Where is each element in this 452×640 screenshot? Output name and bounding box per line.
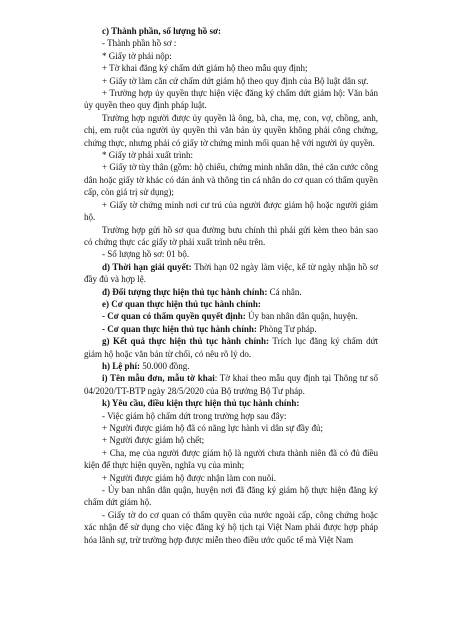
section-c-subtitle: - Thành phần hồ sơ : bbox=[102, 38, 177, 49]
must-submit-heading: * Giấy tờ phải nộp: bbox=[102, 50, 172, 61]
section-k-1a: + Người được giám hộ đã có năng lực hành vi dân sự đầy đủ; bbox=[102, 423, 324, 433]
submit-item-3: + Trường hợp ủy quyền thực hiện việc đăng ký chấm dứt giám hộ: Văn bản ủy quyền theo quy định pháp luật. bbox=[84, 88, 378, 111]
section-e-title: e) Cơ quan thực hiện thủ tục hành chính: bbox=[102, 298, 261, 309]
show-item-1: + Giấy tờ tùy thân (gồm: hộ chiếu, chứng minh nhân dân, thẻ căn cước công dân hoặc giấy tờ khác có dán ảnh và thông tin cá nhân do cơ quan có thẩm quyền cấp, còn giá trị sử dụng); bbox=[84, 162, 378, 198]
section-k-1c: + Cha, mẹ của người được giám hộ là người chưa thành niên đã có đủ điều kiện để thực hiện quyền, nghĩa vụ của mình; bbox=[84, 447, 378, 471]
must-show-heading: * Giấy tờ phải xuất trình: bbox=[102, 150, 193, 161]
section-dd: đ) Đối tượng thực hiện thủ tục hành chính: Cá nhân. bbox=[102, 286, 302, 297]
section-k-1d: + Người được giám hộ được nhận làm con nuôi. bbox=[102, 472, 276, 483]
section-k-2: - Ủy ban nhân dân quận, huyện nơi đã đăng ký giám hộ thực hiện đăng ký chấm dứt giám hộ. bbox=[84, 485, 378, 508]
section-e-1: - Cơ quan có thẩm quyền quyết định: Ủy ban nhân dân quận, huyện. bbox=[102, 311, 358, 322]
document-count: - Số lượng hồ sơ: 01 bộ. bbox=[102, 249, 190, 260]
section-c-title: c) Thành phần, số lượng hồ sơ: bbox=[102, 26, 221, 36]
section-k-1: - Việc giám hộ chấm dứt trong trường hợp sau đây: bbox=[102, 410, 287, 421]
section-g: g) Kết quả thực hiện thủ tục hành chính: Trích lục đăng ký chấm dứt giám hộ hoặc văn bản từ chối, có nêu rõ lý do. bbox=[84, 336, 378, 359]
document-page bbox=[84, 25, 378, 546]
postal-paragraph: Trường hợp gửi hồ sơ qua đường bưu chính thì phải gửi kèm theo bản sao có chứng thực các giấy tờ phải xuất trình nêu trên. bbox=[84, 224, 378, 247]
section-k-title: k) Yêu cầu, điều kiện thực hiện thủ tục hành chính: bbox=[102, 398, 300, 409]
section-e-2: - Cơ quan thực hiện thủ tục hành chính: Phòng Tư pháp. bbox=[102, 323, 317, 334]
submit-item-2: + Giấy tờ làm căn cứ chấm dứt giám hộ theo quy định của Bộ luật dân sự. bbox=[102, 75, 369, 86]
section-i: i) Tên mẫu đơn, mẫu tờ khai: Tờ khai theo mẫu quy định tại Thông tư số 04/2020/TT-BTP ngày 28/5/2020 của Bộ trưởng Bộ Tư pháp. bbox=[84, 373, 378, 396]
show-item-2: + Giấy tờ chứng minh nơi cư trú của người được giám hộ hoặc người giám hộ. bbox=[84, 199, 378, 223]
section-h: h) Lệ phí: 50.000 đồng. bbox=[102, 360, 190, 371]
section-d: d) Thời hạn giải quyết: Thời hạn 02 ngày làm việc, kể từ ngày nhận hồ sơ đầy đủ và hợp lệ. bbox=[84, 261, 379, 285]
submit-item-1: + Tờ khai đăng ký chấm dứt giám hộ theo mẫu quy định; bbox=[102, 63, 308, 74]
authorization-paragraph: Trường hợp người được ủy quyền là ông, bà, cha, mẹ, con, vợ, chồng, anh, chị, em ruột của người ủy quyền thì văn bản ủy quyền không phải công chứng, chứng thực, nhưng phải có giấy tờ chứng minh mối quan hệ với người ủy quyền. bbox=[84, 112, 378, 148]
section-k-1b: + Người được giám hộ chết; bbox=[102, 435, 205, 446]
section-k-3: - Giấy tờ do cơ quan có thẩm quyền của nước ngoài cấp, công chứng hoặc xác nhận để sử dụng cho việc đăng ký hộ tịch tại Việt Nam phải được hợp pháp hóa lãnh sự, trừ trường hợp được miễn theo điều ước quốc tế mà Việt Nam bbox=[84, 509, 378, 545]
